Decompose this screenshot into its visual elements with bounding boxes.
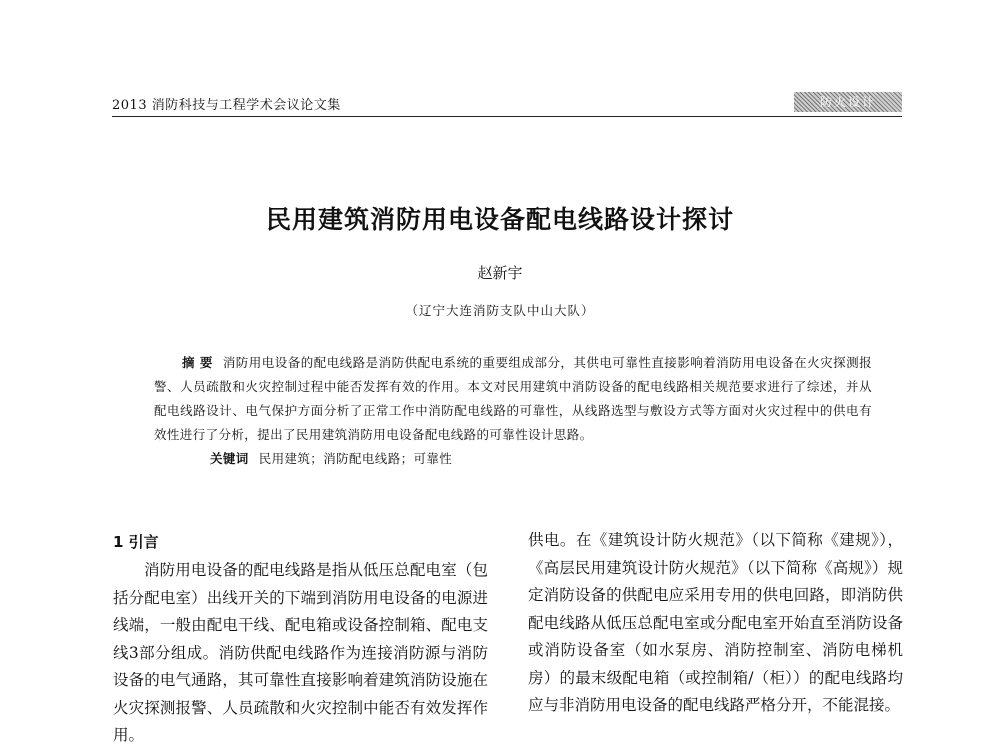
paper-title: 民用建筑消防用电设备配电线路设计探讨 xyxy=(265,205,734,234)
abstract-text: 消防用电设备的配电线路是消防供配电系统的重要组成部分，其供电可靠性直接影响着消防用电设备在火灾探测报警、人员疏散和火灾控制过程中能否发挥有效的作用。本文对民用建筑中消防设备的配电线路相关规范要求进行了综述，并从配电线路设计、电气保护方面分析了正常工作中消防配电线路的可靠性，从线路选型与敷设方式等方面对火灾过程中的供电有效性进行了分析，提出了民用建筑消防用电设备配电线路的可靠性设计思路。 xyxy=(154,355,872,442)
affiliation: （辽宁大连消防支队中山大队） xyxy=(405,303,595,318)
body-column-right xyxy=(528,527,903,720)
body-paragraph: 消防用电设备的配电线路是指从低压总配电室（包括分配电室）出线开关的下端到消防用电设备的电源进线端，一般由配电干线、配电箱或设备控制箱、配电支线3部分组成。消防供配电线路作为连接消防源与消防设备的电气通路，其可靠性直接影响着建筑消防设施在火灾探测报警、人员疏散和火灾控制中能否有效发挥作用。 xyxy=(113,561,488,744)
section-heading-introduction: 1 引言 xyxy=(113,533,159,551)
body-paragraph-continued: 供电。在《建筑设计防火规范》（以下简称《建规》），《高层民用建筑设计防火规范》（以下简称《高规》）规定消防设备的供配电应采用专用的供电回路，即消防供配电线路从低压总配电室或分配电室开始直至消防设备或消防设备室（如水泵房、消防控制室、消防电梯机房）的最末级配电箱（或控制箱/（柜））的配电线路均应与非消防用电设备的配电线路严格分开，不能混接。 xyxy=(528,531,903,714)
keywords-text: 民用建筑；消防配电线路；可靠性 xyxy=(258,451,453,466)
abstract-paragraph xyxy=(154,351,872,447)
header-proceedings-title: 2013 消防科技与工程学术会议论文集 xyxy=(112,98,341,113)
header-section-badge: 防火设计 xyxy=(794,92,902,112)
abstract-block xyxy=(154,351,872,471)
abstract-label: 摘 要 xyxy=(182,355,213,370)
author: 赵新宇 xyxy=(477,264,523,282)
keywords-line xyxy=(154,447,872,471)
body-column-left xyxy=(113,527,488,750)
running-header xyxy=(112,94,902,117)
keywords-label: 关键词 xyxy=(210,451,249,466)
